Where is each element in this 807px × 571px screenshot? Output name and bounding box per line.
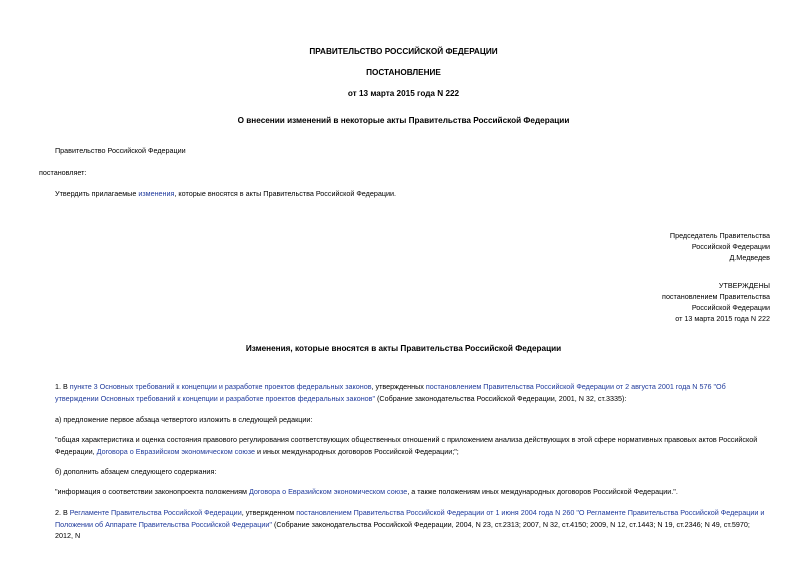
preamble-text-pre: Утвердить прилагаемые	[55, 189, 139, 198]
item-1-paragraph	[55, 381, 768, 404]
item-1-b-quote-pre: "информация о соответствии законопроекта положениям	[55, 487, 249, 496]
document-date: от 13 марта 2015 года N 222	[347, 89, 460, 98]
signature-line-2: Российской Федерации	[691, 242, 770, 251]
item-1-a-quote-pre: "общая характеристика и оценка состояния правового регулирования соответствующих общественных отношений с приложением анализа действующих в этой сфере нормативных правовых актов Российской Федерации,	[55, 435, 758, 456]
preamble-line-2: постановляет:	[39, 168, 87, 177]
changes-link[interactable]: изменения	[138, 189, 175, 198]
approval-line-3: Российской Федерации	[691, 303, 770, 312]
approval-line-1: УТВЕРЖДЕНЫ	[718, 281, 770, 290]
approval-line-2: постановлением Правительства	[662, 292, 770, 301]
item-1-b-line: б) дополнить абзацем следующего содержания:	[55, 467, 217, 476]
preamble-text-post: , которые вносятся в акты Правительства Российской Федерации.	[174, 189, 396, 198]
preamble-line-3	[55, 188, 396, 199]
item-1-number: 1. В	[55, 382, 70, 391]
preamble-line-1: Правительство Российской Федерации	[55, 146, 186, 155]
item-1-post: (Собрание законодательства Российской Федерации, 2001, N 32, ст.3335):	[375, 393, 627, 403]
signature-line-1: Председатель Правительства	[669, 231, 770, 240]
government-name: ПРАВИТЕЛЬСТВО РОССИЙСКОЙ ФЕДЕРАЦИИ	[309, 47, 498, 56]
eaeu-treaty-link-2[interactable]: Договора о Евразийском экономическом союзе	[248, 487, 408, 496]
approval-line-4: от 13 марта 2015 года N 222	[675, 314, 770, 323]
item-2-link-resolution[interactable]: постановлением Правительства Российской Федерации от 1 июня 2004 года N 260 "О Регламенте Правительства Российской Федерации и Положении об Аппарате Правительства Российской Федерации"	[55, 508, 765, 529]
signature-line-3: Д.Медведев	[729, 253, 770, 262]
eaeu-treaty-link-1[interactable]: Договора о Евразийском экономическом союзе	[96, 446, 255, 456]
item-1-b-quote-post: , а также положениям иных международных договоров Российской Федерации.".	[407, 487, 678, 496]
item-2-mid: , утвержденном	[241, 508, 297, 517]
item-2-post: (Собрание законодательства Российской Федерации, 2004, N 23, ст.2313; 2007, N 32, ст.4150; 2009, N 12, ст.1443; N 19, ст.2346; N 49, ст.5970; 2012, N	[55, 519, 750, 540]
item-2-link-reglament[interactable]: Регламенте Правительства Российской Федерации	[69, 508, 242, 517]
item-2-paragraph	[55, 507, 768, 542]
item-1-a-line: а) предложение первое абзаца четвертого изложить в следующей редакции:	[55, 415, 313, 424]
item-1-a-quote-post: и иных международных договоров Российской Федерации;";	[254, 446, 459, 456]
item-1-b-quote	[55, 486, 678, 497]
item-2-number: 2. В	[55, 508, 70, 517]
item-1-link-resolution[interactable]: постановлением Правительства Российской Федерации от 2 августа 2001 года N 576 "Об утверждении Основных требований к концепции и разработке проектов федеральных законов"	[55, 382, 726, 403]
document-type: ПОСТАНОВЛЕНИЕ	[366, 68, 441, 77]
changes-title: Изменения, которые вносятся в акты Правительства Российской Федерации	[245, 344, 562, 353]
item-1-link-requirements[interactable]: пункте 3 Основных требований к концепции и разработке проектов федеральных законов	[69, 382, 372, 391]
document-title: О внесении изменений в некоторые акты Правительства Российской Федерации	[237, 116, 570, 125]
item-1-mid: , утвержденных	[371, 382, 426, 391]
item-1-a-quote	[55, 434, 768, 457]
